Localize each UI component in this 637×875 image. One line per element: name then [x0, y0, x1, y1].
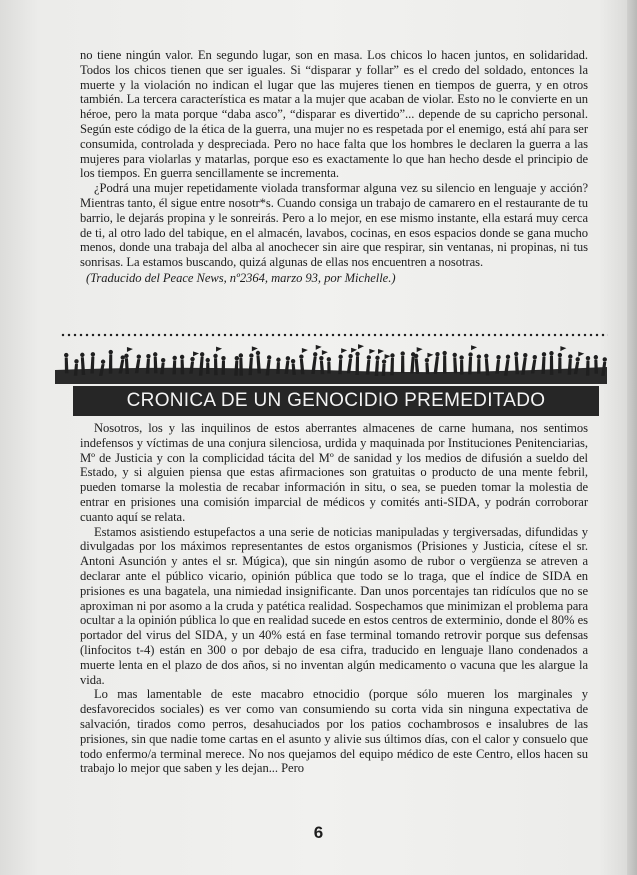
crowd-figure-head [200, 352, 204, 356]
crowd-figure [206, 363, 210, 374]
crowd-figure [410, 357, 415, 374]
crowd-figure-head [549, 351, 553, 355]
crowd-figure [146, 359, 150, 374]
crowd-figure-head [506, 355, 510, 359]
crowd-figure-head [221, 356, 225, 360]
crowd-figure-head [375, 356, 379, 360]
crowd-figure [550, 356, 554, 375]
crowd-figure [586, 361, 590, 376]
crowd-figure [453, 357, 457, 373]
translation-credit: (Traducido del Peace News, nº2364, marzo 93, por Michelle.) [86, 270, 396, 285]
crowd-figure [214, 358, 218, 375]
crowd-figure [74, 364, 78, 376]
crowd-figure-head [338, 355, 342, 359]
crowd-figure-head [249, 353, 253, 357]
crowd-figure [443, 355, 447, 373]
crowd-figure [558, 357, 562, 373]
crowd-figure-head [137, 355, 141, 359]
crowd-figure-head [319, 356, 323, 360]
crowd-figure-head [213, 354, 217, 358]
crowd-figure-head [327, 357, 331, 361]
crowd-figure-head [80, 353, 84, 357]
article-continuation [80, 48, 588, 286]
crowd-figure [109, 354, 113, 373]
crowd-figure [390, 358, 394, 375]
crowd-figure [568, 359, 572, 375]
crowd-figure-head [414, 354, 418, 358]
crowd-figure [172, 360, 176, 374]
crowd-figure-head [594, 355, 598, 359]
crowd-figure [125, 358, 129, 374]
crowd-figure-head [101, 360, 105, 364]
dotted-divider [60, 333, 608, 337]
crowd-figure-head [468, 352, 472, 356]
crowd-figure [338, 359, 342, 374]
crowd-figure-head [367, 355, 371, 359]
crowd-figure-head [442, 351, 446, 355]
crowd-figure-head [190, 357, 194, 361]
crowd-figure-head [161, 358, 165, 362]
paragraph: Lo mas lamentable de este macabro etnocidio (porque sólo mueren los marginales y desfavorecidos sociales) es ver como van consumiendo su corta vida sin ninguna expectativa de salvación, tirados como perros, desahuciados por los patios cochambrosos e insalubres de las prisiones, sin que nadie tome cartas en el asunto y alivie sus últimos días, con el calor y consuelo que todo enfermo/a terminal merece. No nos quejamos del equipo médico de este Centro, ellos hacen su trabajo lo mejor que saben y les dejan... Pero [80, 687, 588, 776]
crowd-figure-head [276, 358, 280, 362]
crowd-figure-head [291, 359, 295, 363]
crowd-figure-head [568, 354, 572, 358]
crowd-figure-head [109, 350, 113, 354]
crowd-figure-head [603, 357, 607, 361]
crowd-figure-head [146, 354, 150, 358]
crowd-figure [90, 357, 94, 374]
crowd-figure-head [453, 353, 457, 357]
crowd-figure-head [124, 354, 128, 358]
crowd-figure-head [355, 352, 359, 356]
crowd-figure-head [206, 358, 210, 362]
marching-crowd-illustration [55, 340, 607, 386]
paragraph: Nosotros, los y las inquilinos de estos aberrantes almacenes de carne humana, nos sentimos indefensos y víctimas de una conjura silenciosa, urdida y maquinada por Instituciones Penitenciarias, Mº de Justicia y con la complicidad tácita del Mº de sanidad y los medios de difusión a sueldo del Estado, y si alguien piensa que estas afirmaciones son gratuitas o producto de una mente febril, pueden tomarse la molestia de recabar información in situ, o sea, se pueden tomar la molestia de entrar en prisiones una comisión imparcial de médicos y comités anti-SIDA, y podrán corroborar cuanto aquí se relata. [80, 421, 588, 524]
crowd-figure-head [91, 352, 95, 356]
section-headline-banner [73, 386, 599, 416]
crowd-figure-head [153, 352, 157, 356]
crowd-figure [327, 362, 331, 374]
main-article [80, 421, 588, 776]
paragraph: Estamos asistiendo estupefactos a una serie de noticias manipuladas y tergiversadas, difundidas y divulgadas por los máximos representantes de estos organismos (Prisiones y Justicia, cítese el sr. Antoni Asunción y antes el sr. Múgica), que sin ningún asomo de rubor o vergüenza se atreven a declarar ante el público vicario, opinión pública que todo se lo traga, que el índice de SIDA en prisiones es una bagatela, una nimiedad insignificante. Dan unos porcentajes tan ridículos que no se aproximan ni por asomo a la cruda y patética realidad. Sospechamos que minimizan el problema para ocultar a la opinión pública lo que en realidad sucede en estos centros de exterminio, donde el 80% es portador del virus del SIDA, y un 40% está en fase terminal tomando retrovir porque sus defensas (linfocitos t-4) están en 300 o por debajo de esa cifra, traducido en lenguaje llano condenados a muerte lenta en el plazo de dos años, si no inventan algún medicamento o vacuna que les alargue la vida. [80, 524, 588, 687]
crowd-figure-head [586, 356, 590, 360]
crowd-figure-head [542, 352, 546, 356]
crowd-figure [382, 364, 386, 376]
crowd-figure-head [299, 354, 303, 358]
crowd-figure-head [256, 351, 260, 355]
crowd-figure [221, 361, 225, 375]
paragraph: ¿Podrá una mujer repetidamente violada transformar alguna vez su silencio en lenguaje y acción? Mientras tanto, él sigue entre nosotr*s. Cuando consiga un trabajo de camarero en el restaurante de tu barrio, le dejarás propina y le sonreirás. Pero a lo mejor, en ese mismo instante, ella estará muy cerca de ti, al otro lado del tabique, en el almacén, lavabos, cocinas, en esos espacios donde se gana mucho menos, donde una trabaja del alba al anochecer sin aire que respirar, sin ventanas, ni propinas, ni tus sonrisas. La estamos buscando, quizá algunas de ellas nos encuentren a nosotras. [80, 181, 588, 270]
crowd-figure-head [64, 353, 68, 357]
crowd-figure [477, 359, 481, 374]
crowd-figure-head [313, 352, 317, 356]
crowd-figure-head [435, 352, 439, 356]
crowd-figure-head [425, 358, 429, 362]
crowd-figure-head [459, 355, 463, 359]
crowd-figure [541, 357, 545, 374]
crowd-figure [468, 357, 472, 374]
crowd-figure-head [390, 353, 394, 357]
crowd-figure [181, 359, 185, 374]
crowd-figure [234, 361, 238, 376]
page-number: 6 [313, 823, 324, 842]
crowd-figure [401, 356, 405, 373]
crowd-figure [239, 358, 243, 376]
crowd-figure-head [235, 356, 239, 360]
crowd-figure [415, 358, 420, 374]
crowd-figure [460, 360, 464, 375]
crowd-figure-head [239, 353, 243, 357]
crowd-figure-head [523, 353, 527, 357]
crowd-figure [65, 357, 69, 373]
crowd-figure-head [74, 359, 78, 363]
crowd-figure [276, 362, 280, 374]
crowd-figure-head [533, 355, 537, 359]
crowd-figure [355, 356, 359, 375]
paragraph: no tiene ningún valor. En segundo lugar, son en masa. Los chicos lo hacen juntos, en solidaridad. Todos los chicos tienen que ser iguales. Si “disparar y follar” es el credo del soldado, entonces la muerte y la violación no indican el lugar que las mujeres tienen en tiempos de guerra, y en otros también. La tercera característica es matar a la mujer que acaban de violar. Esto no le convierte en un héroe, pero la mata porque “daba asco”, “disparar es divertido”... depende de su capricho personal. Según este código de la ética de la guerra, una mujer no es respetada por el enemigo, está ahí para ser consumida, controlada y despreciada. Pero no hace falta que los hombres le declaren la guerra a las mujeres para violarlas y matarlas, porque eso es exactamente lo que han hecho desde el principio de los tiempos. En guerra sencillamente se incrementa. [80, 48, 588, 181]
crowd-figure-head [173, 356, 177, 360]
crowd-figure-head [180, 355, 184, 359]
crowd-figure-head [382, 359, 386, 363]
crowd-figure-head [558, 353, 562, 357]
crowd-figure-head [477, 354, 481, 358]
crowd-figure-head [576, 357, 580, 361]
crowd-figure-head [401, 351, 405, 355]
crowd-figure [154, 357, 158, 374]
page-fold-shadow [627, 0, 637, 875]
crowd-figure [425, 363, 429, 375]
crowd-figure [434, 357, 439, 374]
crowd-figure-head [496, 355, 500, 359]
crowd-figure-head [286, 356, 290, 360]
crowd-figure-head [267, 355, 271, 359]
crowd-figure-head [484, 354, 488, 358]
section-headline: CRONICA DE UN GENOCIDIO PREMEDITADO [126, 390, 546, 411]
crowd-figure-head [514, 352, 518, 356]
crowd-figure-head [348, 354, 352, 358]
crowd-figure [594, 360, 598, 374]
